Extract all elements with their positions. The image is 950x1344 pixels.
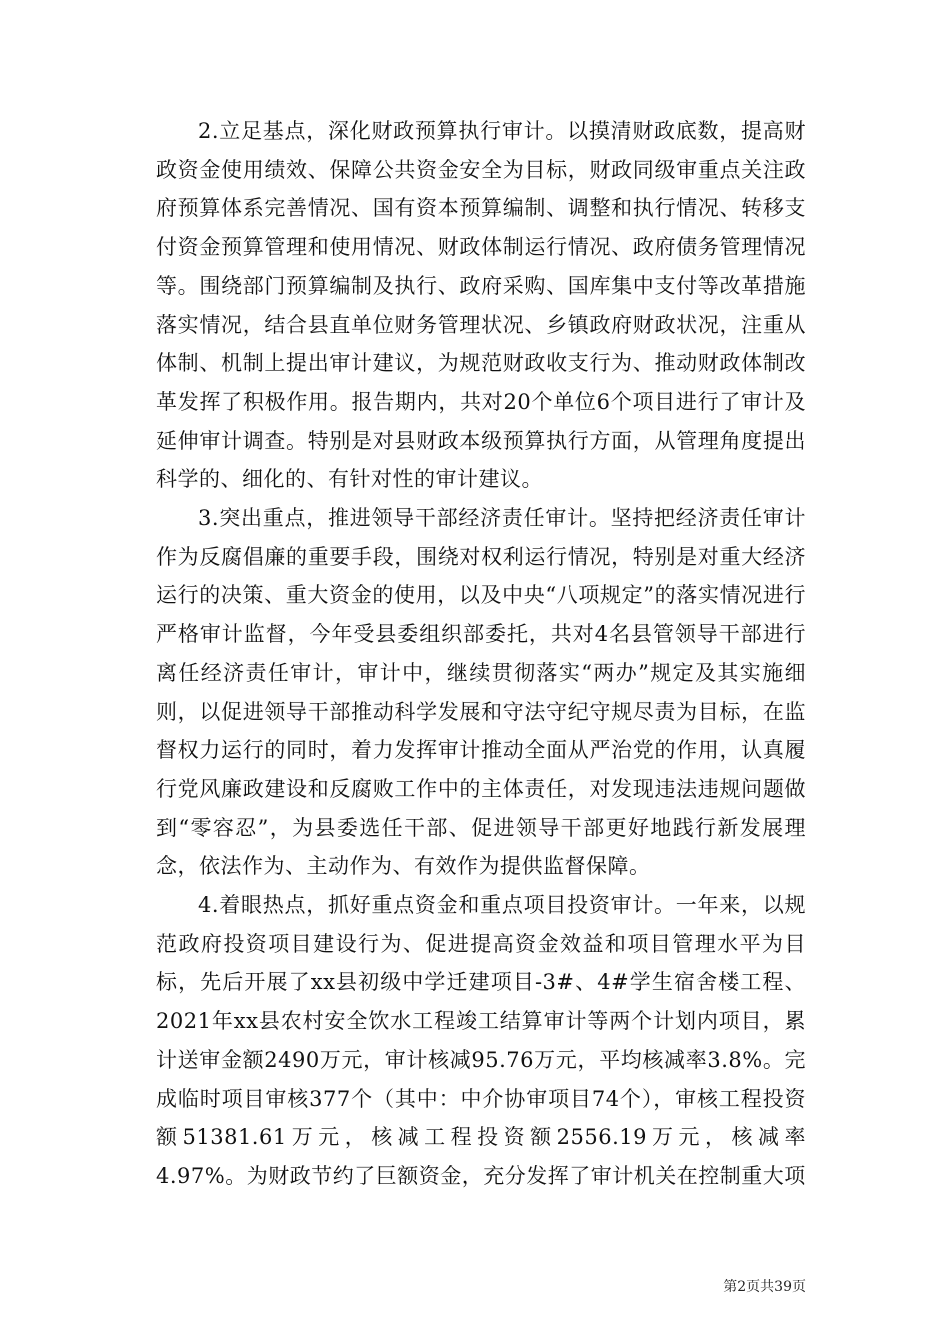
body-text [156, 112, 806, 1196]
page-number: 第2页共39页 [723, 1279, 806, 1295]
paragraph-fiscal-budget-audit: 2.立足基点，深化财政预算执行审计。以摸清财政底数，提高财政资金使用绩效、保障公共资金安全为目标，财政同级审重点关注政府预算体系完善情况、国有资本预算编制、调整和执行情况、转移支付资金预算管理和使用情况、财政体制运行情况、政府债务管理情况等。围绕部门预算编制及执行、政府采购、国库集中支付等改革措施落实情况，结合县直单位财务管理状况、乡镇政府财政状况，注重从体制、机制上提出审计建议，为规范财政收支行为、推动财政体制改革发挥了积极作用。报告期内，共对20个单位6个项目进行了审计及延伸审计调查。特别是对县财政本级预算执行方面，从管理角度提出科学的、细化的、有针对性的审计建议。 [156, 119, 806, 492]
paragraph-investment-audit: 4.着眼热点，抓好重点资金和重点项目投资审计。一年来，以规范政府投资项目建设行为、促进提高资金效益和项目管理水平为目标，先后开展了xx县初级中学迁建项目-3#、4#学生宿舍楼工程、2021年xx县农村安全饮水工程竣工结算审计等两个计划内项目，累计送审金额2490万元，审计核减95.76万元，平均核减率3.8%。完成临时项目审核377个（其中：中介协审项目74个），审核工程投资额51381.61万元，核减工程投资额2556.19万元，核减率4.97%。为财政节约了巨额资金，充分发挥了审计机关在控制重大项 [156, 893, 806, 1188]
paragraph-leader-responsibility-audit: 3.突出重点，推进领导干部经济责任审计。坚持把经济责任审计作为反腐倡廉的重要手段，围绕对权利运行情况，特别是对重大经济运行的决策、重大资金的使用，以及中央“八项规定”的落实情况进行严格审计监督，今年受县委组织部委托，共对4名县管领导干部进行离任经济责任审计，审计中，继续贯彻落实“两办”规定及其实施细则，以促进领导干部推动科学发展和守法守纪守规尽责为目标，在监督权力运行的同时，着力发挥审计推动全面从严治党的作用，认真履行党风廉政建设和反腐败工作中的主体责任，对发现违法违规问题做到“零容忍”，为县委选任干部、促进领导干部更好地践行新发展理念，依法作为、主动作为、有效作为提供监督保障。 [156, 506, 806, 879]
